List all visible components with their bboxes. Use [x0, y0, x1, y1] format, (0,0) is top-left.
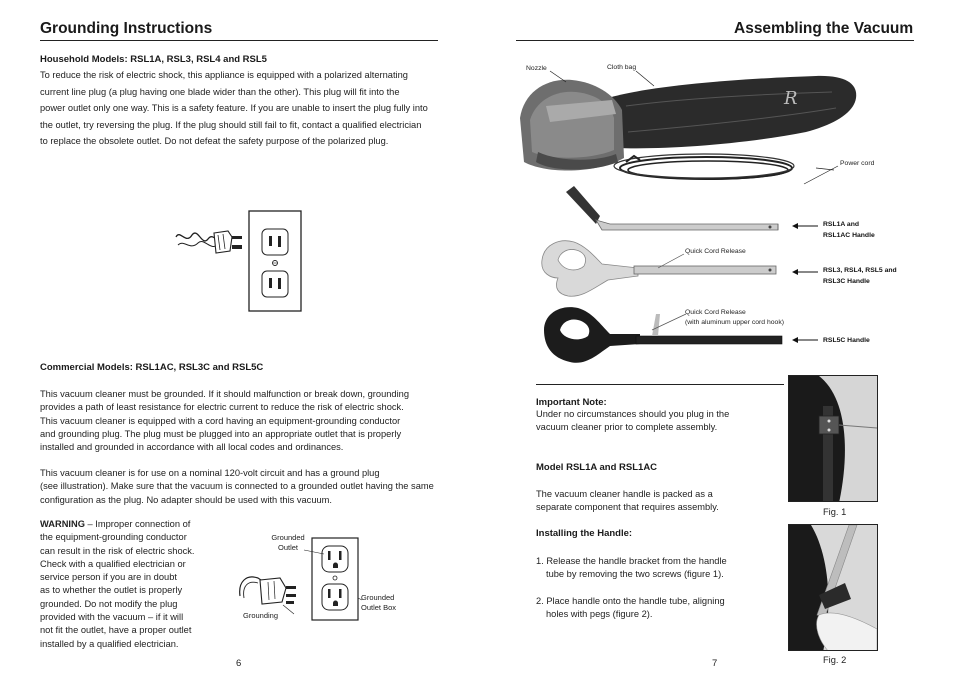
warning-line: not fit the outlet, have a proper outlet	[40, 625, 192, 636]
warning-line: the equipment-grounding conductor	[40, 532, 187, 543]
handle-label-rsl5c: RSL5C Handle	[823, 337, 870, 344]
quick-release-label-2: Quick Cord Release (with aluminum upper cord hook)	[685, 309, 784, 326]
figure-2-caption: Fig. 2	[823, 655, 847, 665]
handle-label-rsl3: RSL3, RSL4, RSL5 and RSL3C Handle	[823, 267, 897, 285]
commercial-line: This vacuum cleaner is for use on a nominal 120-volt circuit and has a ground plug	[40, 468, 380, 478]
warning-line: can result in the risk of electric shock.	[40, 545, 195, 556]
household-line: power outlet only one way. This is a safety feature. If you are unable to insert the plug fully into	[40, 103, 428, 114]
important-heading: Important Note:	[536, 397, 607, 408]
figure-2-photo	[788, 524, 878, 651]
figure-1-caption: Fig. 1	[823, 507, 847, 517]
right-page-title: Assembling the Vacuum	[734, 20, 914, 37]
handle-rsl3-illustration	[538, 238, 788, 300]
model-paragraph: The vacuum cleaner handle is packed as a separate component that requires assembly.	[536, 489, 719, 513]
commercial-line: configuration as the plug. No adapter should be used with this vacuum.	[40, 494, 332, 505]
handle-rsl1a-illustration	[560, 184, 790, 242]
left-page-title: Grounding Instructions	[40, 20, 213, 37]
left-title-rule	[40, 40, 438, 41]
household-line: To reduce the risk of electric shock, this appliance is equipped with a polarized alternating	[40, 70, 408, 80]
commercial-paragraph-2	[40, 467, 440, 507]
household-line: current line plug (a plug having one blade wider than the other). This plug will fit into the	[40, 86, 400, 97]
warning-label: WARNING	[40, 519, 85, 529]
figure-1-photo	[788, 375, 878, 502]
commercial-line: This vacuum cleaner is equipped with a cord having an equipment-grounding conductor	[40, 415, 401, 426]
handle-arrows	[790, 220, 820, 350]
step-2: 2. Place handle onto the handle tube, aligning holes with pegs (figure 2).	[536, 596, 725, 620]
household-heading: Household Models: RSL1A, RSL3, RSL4 and RSL5	[40, 54, 267, 65]
commercial-line: This vacuum cleaner must be grounded. If it should malfunction or break down, grounding	[40, 389, 409, 399]
warning-line: service person if you are in doubt	[40, 572, 177, 583]
figure-2-image	[789, 525, 878, 651]
installing-heading: Installing the Handle:	[536, 528, 633, 539]
commercial-line: and grounding plug. The plug must be plugged into an appropriate outlet that is properly	[40, 428, 402, 439]
svg-text:R: R	[784, 88, 798, 109]
warning-line: provided with the vacuum – if it will	[40, 612, 184, 623]
commercial-line: provides a path of least resistance for electric current to reduce the risk of electric shock.	[40, 402, 404, 413]
figure-1-image	[789, 376, 878, 502]
grounding-label: Grounding	[243, 611, 279, 620]
warning-paragraph	[40, 518, 206, 651]
polarized-plug-illustration	[170, 205, 310, 317]
power-cord-leader	[800, 164, 840, 188]
important-paragraph: Under no circumstances should you plug in the vacuum cleaner prior to complete assembly.	[536, 409, 730, 433]
nozzle-label: Nozzle	[526, 65, 547, 72]
right-title-rule	[516, 40, 914, 41]
cloth-bag-label: Cloth bag	[607, 64, 637, 71]
warning-text: – Improper connection of	[84, 519, 191, 529]
commercial-line: installed and grounded in accordance with all local codes and ordinances.	[40, 442, 344, 453]
household-paragraph	[40, 67, 450, 150]
commercial-paragraph-1	[40, 388, 440, 454]
page-number-left: 6	[236, 658, 242, 669]
step-1: 1. Release the handle bracket from the handle tube by removing the two screws (figure 1).	[536, 556, 727, 580]
model-heading: Model RSL1A and RSL1AC	[536, 462, 658, 473]
commercial-line: (see illustration). Make sure that the vacuum is connected to a grounded outlet having the same	[40, 481, 434, 492]
grounded-outlet-box-label: Grounded Outlet Box	[361, 593, 397, 612]
household-line: to replace the obsolete outlet. Do not defeat the safety purpose of the polarized plug.	[40, 136, 389, 147]
page-number-right: 7	[712, 658, 718, 669]
warning-line: Check with a qualified electrician or	[40, 558, 186, 569]
quick-release-label-1: Quick Cord Release	[685, 248, 746, 255]
commercial-heading: Commercial Models: RSL1AC, RSL3C and RSL5C	[40, 362, 264, 373]
warning-line: grounded. Do not modify the plug	[40, 598, 178, 609]
handle-label-rsl1a: RSL1A and RSL1AC Handle	[823, 221, 875, 239]
household-line: the outlet, try reversing the plug. If the plug should still fail to fit, contact a qualified electrician	[40, 119, 422, 130]
power-cord-label: Power cord	[840, 160, 875, 167]
right-mid-rule	[536, 384, 784, 385]
grounded-outlet-label: Grounded Outlet	[271, 533, 305, 552]
warning-line: installed by a qualified electrician.	[40, 638, 179, 649]
warning-line: as to whether the outlet is properly	[40, 585, 183, 596]
